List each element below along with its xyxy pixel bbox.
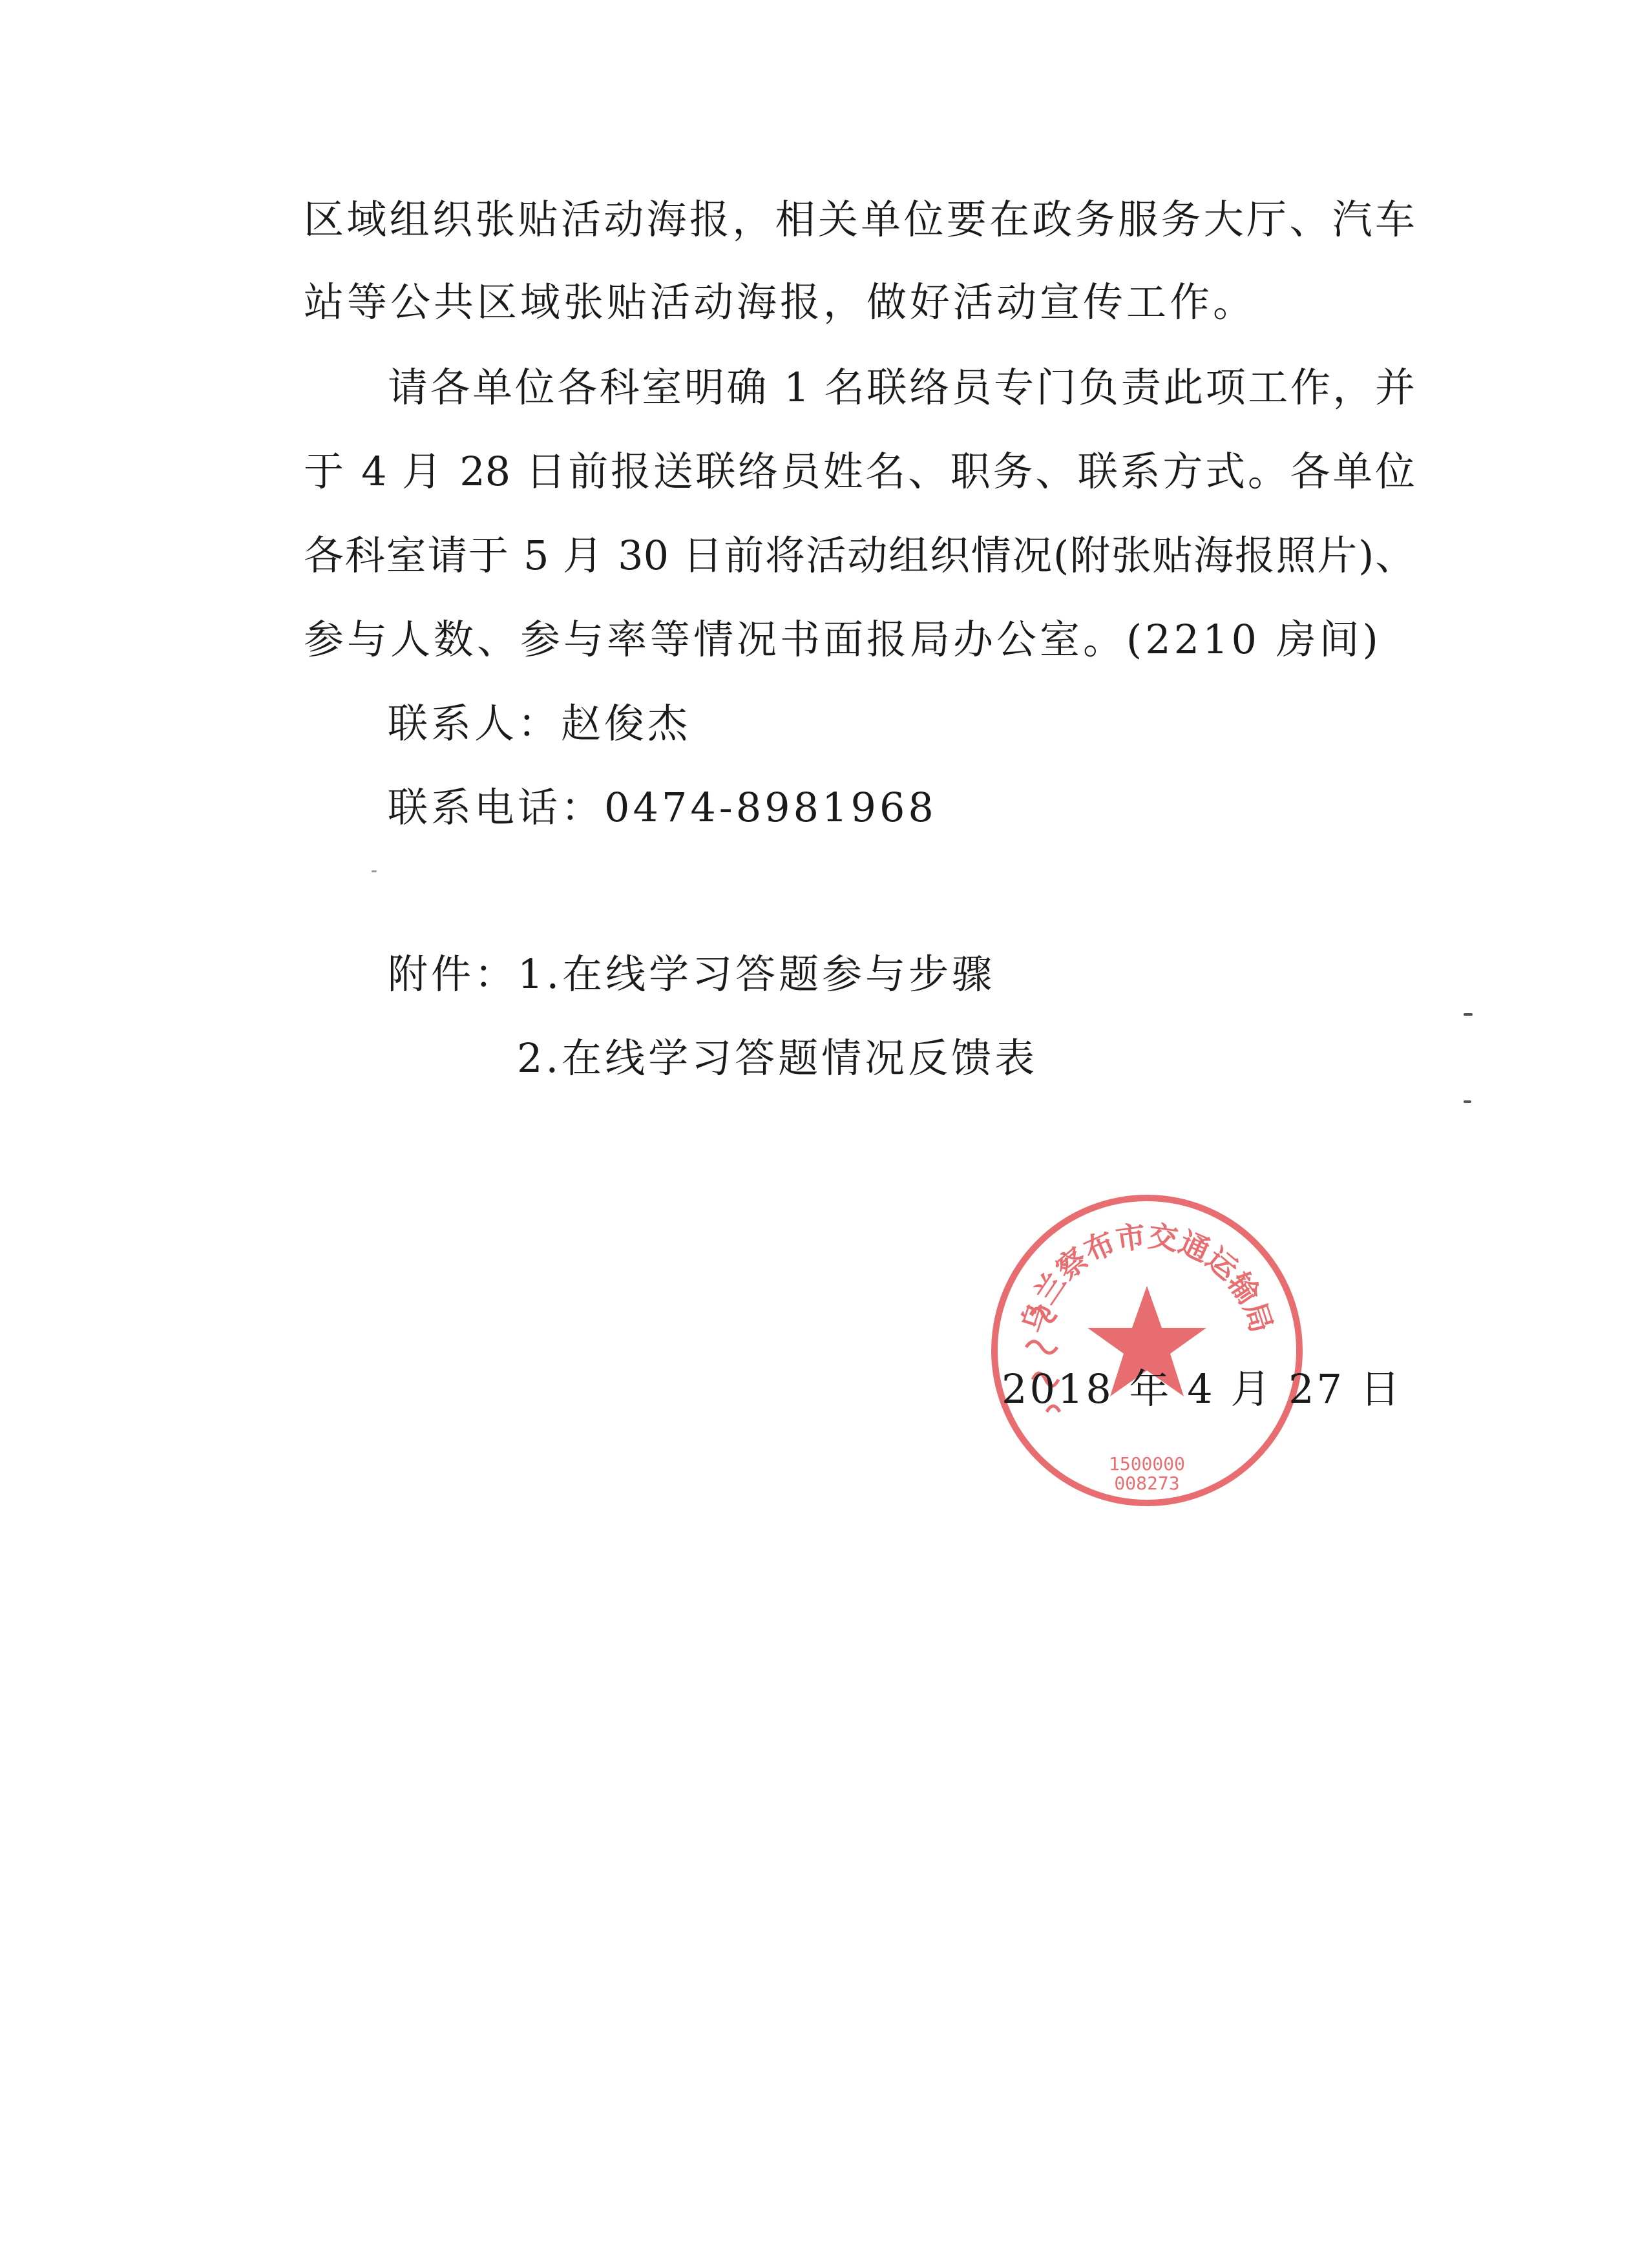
scan-speck [372, 870, 377, 872]
official-seal-icon [982, 1186, 1312, 1515]
seal-org-name: 乌兰察布市交通运输局 [1014, 1218, 1279, 1337]
attachment-item-2: 2.在线学习答题情况反馈表 [517, 1034, 1038, 1082]
attachment-item-1: 附件：1.在线学习答题参与步骤 [388, 950, 996, 998]
body-line-1: 区域组织张贴活动海报，相关单位要在政务服务大厅、汽车 [304, 196, 1415, 243]
body-line-3: 请各单位各科室明确 1 名联络员专门负责此项工作，并 [388, 364, 1415, 411]
body-line-6: 参与人数、参与率等情况书面报局办公室。(2210 房间) [304, 616, 1381, 663]
contact-person: 联系人：赵俊杰 [388, 700, 691, 747]
seal-serial-2: 008273 [1114, 1473, 1180, 1494]
body-line-2: 站等公共区域张贴活动海报，做好活动宣传工作。 [304, 278, 1257, 326]
body-line-5: 各科室请于 5 月 30 日前将活动组织情况(附张贴海报照片)、 [304, 532, 1415, 579]
scan-speck [1464, 1100, 1471, 1103]
scan-speck [1464, 1013, 1473, 1016]
contact-phone: 联系电话：0474-8981968 [388, 784, 937, 831]
seal-serial-1: 1500000 [1108, 1453, 1186, 1475]
body-line-4: 于 4 月 28 日前报送联络员姓名、职务、联系方式。各单位 [304, 448, 1415, 495]
document-date: 2018 年 4 月 27 日 [1002, 1365, 1403, 1412]
